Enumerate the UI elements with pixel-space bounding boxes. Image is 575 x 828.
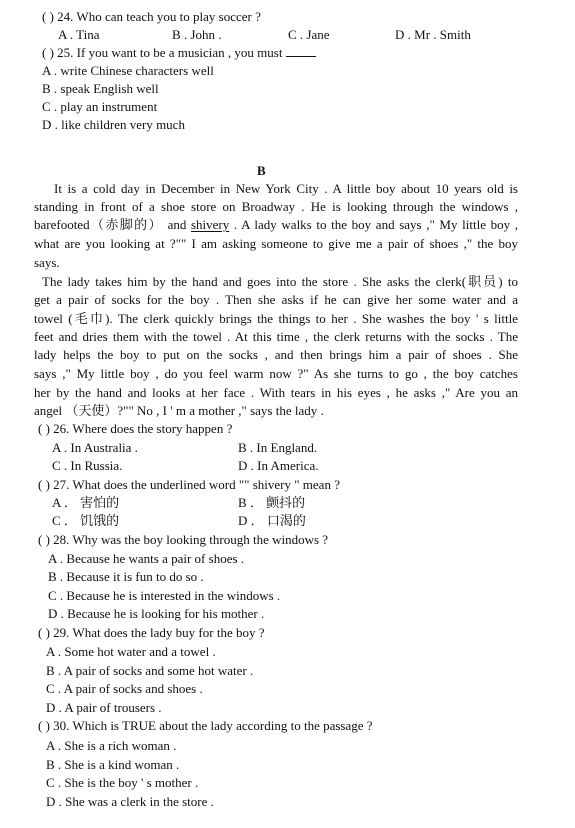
q27-option-b: B ． 颤抖的 (238, 495, 306, 510)
passage-line: lady helps the boy to put on the socks , and then brings him a pair of shoes . She (34, 347, 518, 362)
q29-option-b: B . A pair of socks and some hot water . (46, 663, 254, 678)
passage-line: standing in front of a shoe store on Broadway . He is looking through the windows , (34, 199, 518, 214)
passage-line: It is a cold day in December in New York City . A little boy about 10 years old is (54, 181, 518, 196)
q30-option-d: D . She was a clerk in the store . (46, 794, 214, 809)
passage-line: towel (毛巾). The clerk quickly brings the things to her . She washes the boy ' s little (34, 311, 518, 326)
q26-option-d: D . In America. (238, 458, 319, 473)
passage-line: says ," My little boy , do you feel warm now ?" As she turns to go , the boy catches (34, 366, 518, 381)
q29-option-c: C . A pair of socks and shoes . (46, 681, 203, 696)
passage-line: The lady takes him by the hand and goes into the store . She asks the clerk(职员) to (42, 274, 518, 289)
passage-line: her by the hand and looks at her face . With tears in his eyes , he asks ," Are you an (34, 385, 518, 400)
passage-line: angel （天使）?"" No , I ' m a mother ," says the lady . (34, 403, 324, 418)
q27-option-d: D ． 口渴的 (238, 513, 306, 528)
q27-option-a: A ． 害怕的 (52, 495, 120, 510)
q28-option-c: C . Because he is interested in the windows . (48, 588, 281, 603)
section-title: B (257, 163, 266, 178)
q26-option-a: A . In Australia . (52, 440, 138, 455)
passage-line: feet and dries them with the towel . At this time , the clerk returns with the socks . The (34, 329, 518, 344)
passage-line: says. (34, 255, 60, 270)
q28-option-d: D . Because he is looking for his mother . (48, 606, 265, 621)
passage-text: . A lady walks to the boy and says ," My little boy , (229, 217, 518, 232)
q25-stem: ( ) 25. If you want to be a musician , you must (42, 45, 283, 60)
q24-option-d: D . Mr . Smith (395, 27, 471, 42)
q28-stem: ( ) 28. Why was the boy looking through the windows ? (38, 532, 329, 547)
passage-line (34, 216, 518, 234)
q26-stem: ( ) 26. Where does the story happen ? (38, 421, 233, 436)
passage-line: get a pair of socks for the boy . Then she asks if he can give her some water and a (34, 292, 518, 307)
q26-option-b: B . In England. (238, 440, 318, 455)
q25-stem-line (42, 44, 316, 62)
q24-option-a: A . Tina (58, 27, 100, 42)
q30-option-b: B . She is a kind woman . (46, 757, 180, 772)
q27-option-c: C ． 饥饿的 (52, 513, 120, 528)
q24-stem: ( ) 24. Who can teach you to play soccer ? (42, 9, 261, 24)
q25-option-b: B . speak English well (42, 81, 159, 96)
q29-option-d: D . A pair of trousers . (46, 700, 162, 715)
passage-line: what are you looking at ?"" I am asking someone to give me a pair of shoes ," the boy (34, 236, 518, 251)
q30-stem: ( ) 30. Which is TRUE about the lady according to the passage ? (38, 718, 373, 733)
q24-option-b: B . John . (172, 27, 222, 42)
answer-blank (286, 44, 316, 57)
q28-option-a: A . Because he wants a pair of shoes . (48, 551, 245, 566)
q29-stem: ( ) 29. What does the lady buy for the boy ? (38, 625, 265, 640)
q30-option-a: A . She is a rich woman . (46, 738, 177, 753)
q30-option-c: C . She is the boy ' s mother . (46, 775, 199, 790)
q25-option-a: A . write Chinese characters well (42, 63, 214, 78)
q27-stem: ( ) 27. What does the underlined word "" shivery " mean ? (38, 477, 340, 492)
q25-option-d: D . like children very much (42, 117, 185, 132)
q28-option-b: B . Because it is fun to do so . (48, 569, 204, 584)
underlined-word-shivery: shivery (190, 217, 230, 232)
q25-option-c: C . play an instrument (42, 99, 158, 114)
q24-option-c: C . Jane (288, 27, 330, 42)
passage-text: barefooted（赤脚的） and (34, 217, 191, 232)
q26-option-c: C . In Russia. (52, 458, 123, 473)
q29-option-a: A . Some hot water and a towel . (46, 644, 216, 659)
